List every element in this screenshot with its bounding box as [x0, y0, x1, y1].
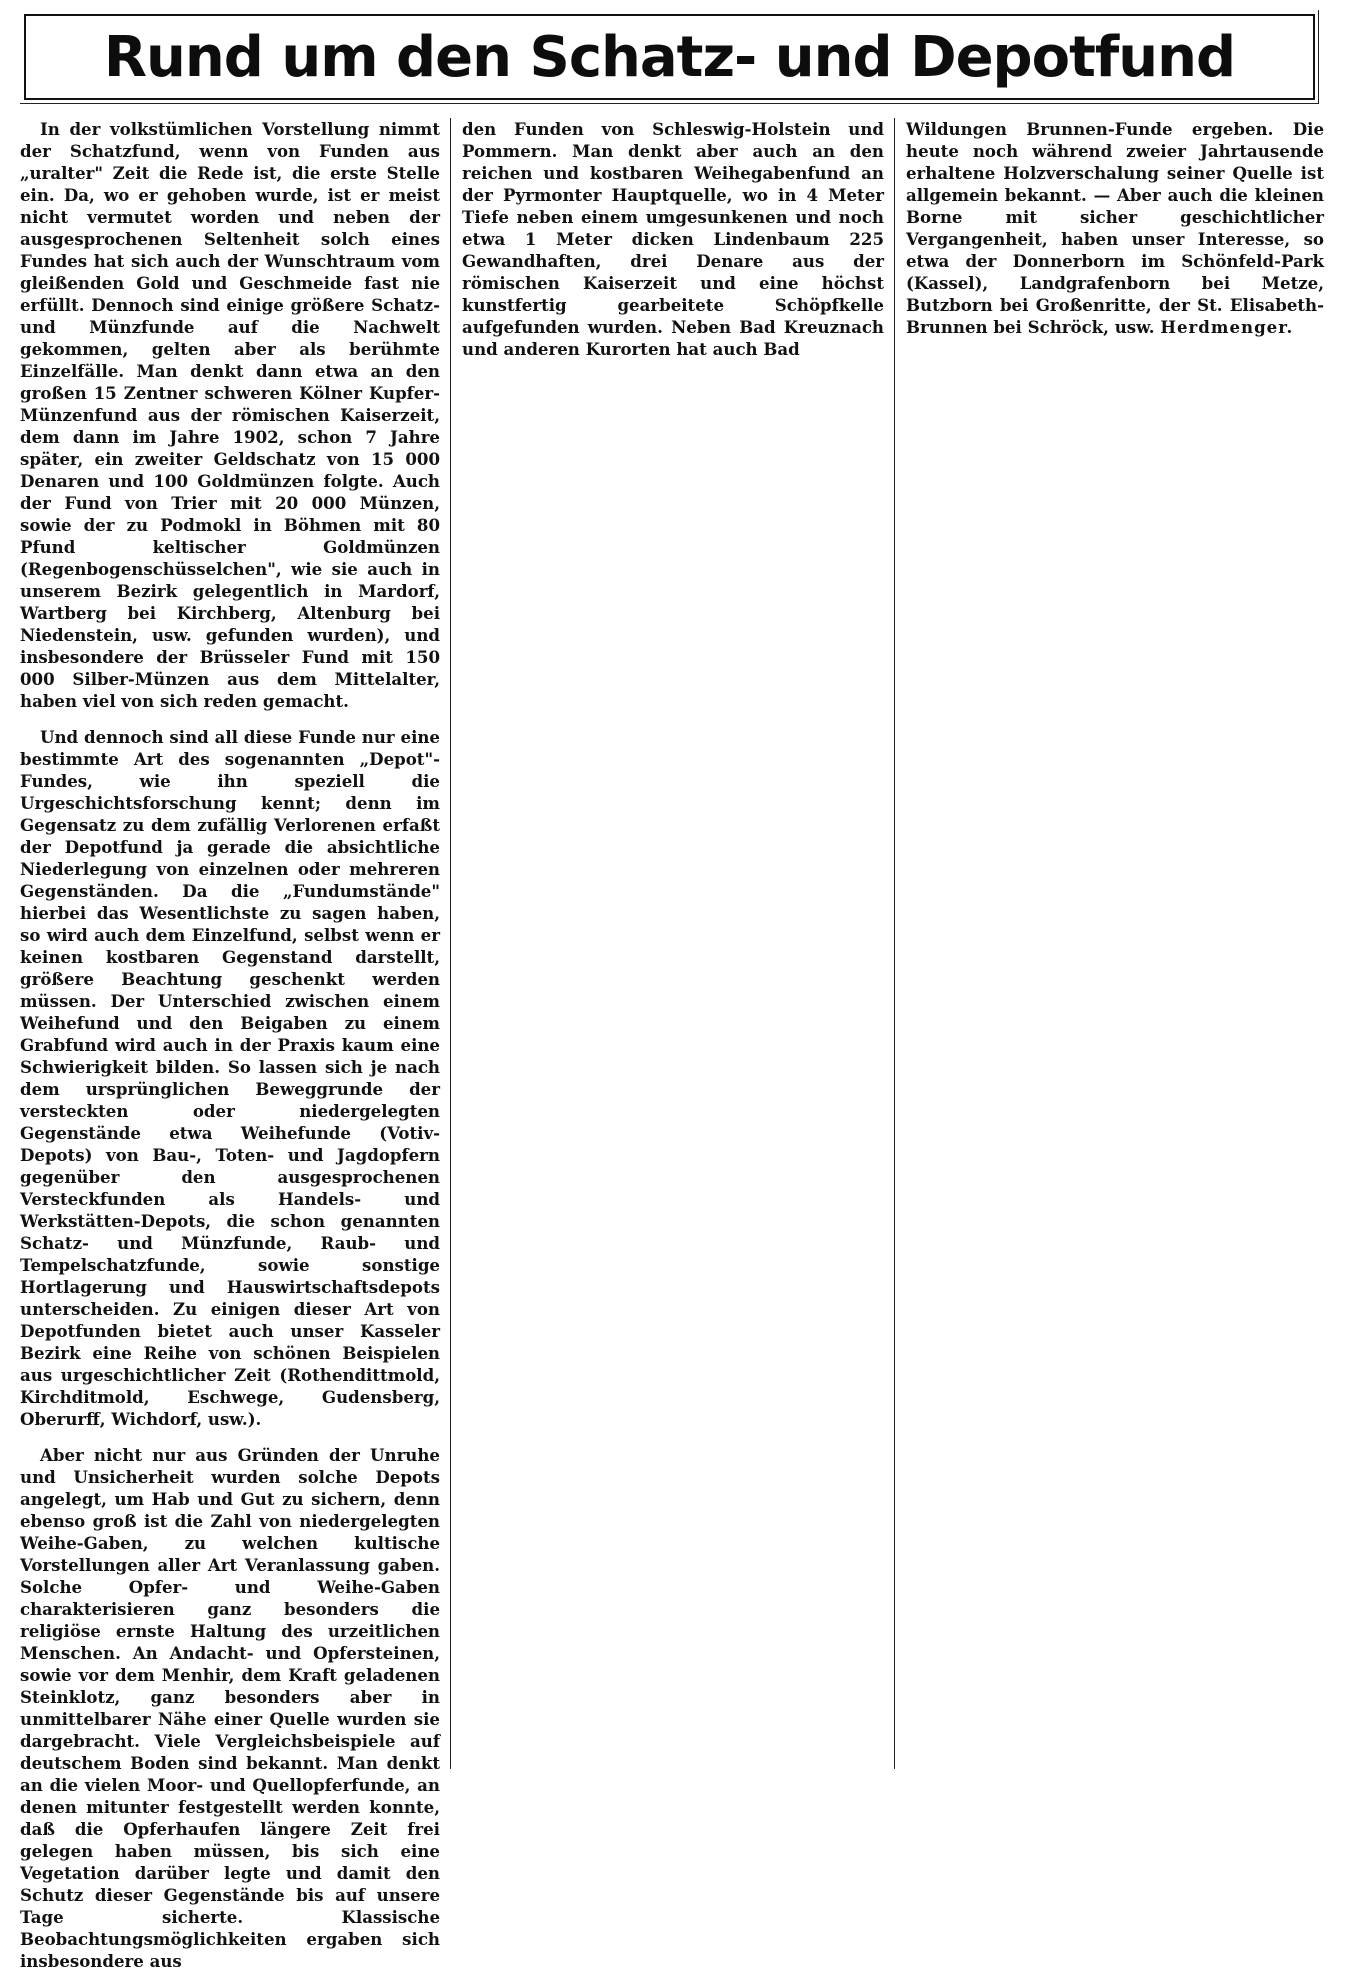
paragraph: In der volkstümlichen Vorstellung nimmt der Schatzfund, wenn von Funden aus „uralter" Zeit die Rede ist, die erste Stelle ein. Da, wo er gehoben wurde, ist er meist nicht vermutet worden und neben der ausgesprochenen Seltenheit solch eines Fundes hat sich auch der Wunschtraum vom gleißenden Gold und Geschmeide fast nie erfüllt. Dennoch sind einige größere Schatz- und Münzfunde auf die Nachwelt gekommen, gelten aber als berühmte Einzelfälle. Man denkt dann etwa an den großen 15 Zentner schweren Kölner Kupfer-Münzenfund aus der römischen Kaiserzeit, dem dann im Jahre 1902, schon 7 Jahre später, ein zweiter Geldschatz von 15 000 Denaren und 100 Goldmünzen folgte. Auch der Fund von Trier mit 20 000 Münzen, sowie der zu Podmokl in Böhmen mit 80 Pfund keltischer Goldmünzen (Regenbogenschüsselchen", wie sie auch in unserem Bezirk gelegentlich in Mardorf, Wartberg bei Kirchberg, Altenburg bei Niedenstein, usw. gefunden wurden), und insbesondere der Brüsseler Fund mit 150 000 Silber-Münzen aus dem Mittelalter, haben viel von sich reden gemacht. — [20, 119, 440, 711]
column-divider — [450, 118, 451, 1769]
headline: Rund um den Schatz- und Depotfund — [103, 24, 1236, 90]
paragraph: Und dennoch sind all diese Funde nur eine bestimmte Art des sogenannten „Depot"-Fundes, wie ihn speziell die Urgeschichtsforschung kennt; denn im Gegensatz zu dem zufällig Verlorenen erfaßt der Depotfund ja gerade die absichtliche Niederlegung von einzelnen oder mehreren Gegenständen. Da die „Fundumstände" hierbei das Wesentlichste zu sagen haben, so wird auch dem Einzelfund, selbst wenn er keinen kostbaren Gegenstand darstellt, größere Beachtung geschenkt werden müssen. Der Unterschied zwischen einem Weihefund und den Beigaben zu einem Grabfund wird auch in der Praxis kaum eine Schwierigkeit bilden. So lassen sich je nach dem ursprünglichen Beweggrunde der versteckten oder niedergelegten Gegenstände etwa Weihefunde (Votiv-Depots) von Bau-, Toten- und Jagdopfern gegenüber den ausgesprochenen Versteckfunden als Handels- und Werkstätten-Depots, die schon genannten Schatz- und Münzfunde, Raub- und Tempelschatzfunde, sowie sonstige Hortlagerung und Hauswirtschaftsdepots unterscheiden. Zu einigen dieser Art von Depotfunden bietet auch unser Kasseler Bezirk eine Reihe von schönen Beispielen aus urgeschichtlicher Zeit (Rothendittmold, Kirchditmold, Eschwege, Gudensberg, Oberurff, Wichdorf, usw.). — [20, 727, 440, 1429]
column-divider — [894, 118, 895, 1769]
headline-frame — [24, 14, 1315, 100]
paragraph: den Funden von Schleswig-Holstein und Pommern. Man denkt aber auch an den reichen und kostbaren Weihegabenfund an der Pyrmonter Hauptquelle, wo in 4 Meter Tiefe neben einem umgesunkenen und noch etwa 1 Meter dicken Lindenbaum 225 Gewandhaften, drei Denare aus der römischen Kaiserzeit und eine höchst kunstfertig gearbeitete Schöpfkelle aufgefunden wurden. Neben Bad Kreuznach und anderen Kurorten hat auch Bad — [462, 119, 884, 359]
paragraph — [906, 118, 1324, 338]
column-3 — [900, 118, 1324, 1769]
paragraph-text: Wildungen Brunnen-Funde ergeben. Die heute noch während zweier Jahrtausende erhaltene Holzverschalung seiner Quelle ist allgemein bekannt. — Aber auch die kleinen Borne mit sicher geschichtlicher Vergangenheit, haben unser Interesse, so etwa der Donnerborn im Schönfeld-Park (Kassel), Landgrafenborn bei Metze, Butzborn bei Großenritte, der St. Elisabeth-Brunnen bei Schröck, usw. — [906, 119, 1324, 337]
paragraph: Aber nicht nur aus Gründen der Unruhe und Unsicherheit wurden solche Depots angelegt, um Hab und Gut zu sichern, denn ebenso groß ist die Zahl von niedergelegten Weihe-Gaben, zu welchen kultische Vorstellungen aller Art Veranlassung gaben. Solche Opfer- und Weihe-Gaben charakterisieren ganz besonders die religiöse ernste Haltung des urzeitlichen Menschen. An Andacht- und Opfersteinen, sowie vor dem Menhir, dem Kraft geladenen Steinklotz, ganz besonders aber in unmittelbarer Nähe einer Quelle wurden sie dargebracht. Viele Vergleichsbeispiele auf deutschem Boden sind bekannt. Man denkt an die vielen Moor- und Quellopferfunde, an denen mitunter festgestellt werden konnte, daß die Opferhaufen längere Zeit frei gelegen haben müssen, bis sich eine Vegetation darüber legte und damit den Schutz dieser Gegenstände bis auf unsere Tage sicherte. Klassische Beobachtungsmöglichkeiten ergaben sich insbesondere aus — [20, 1445, 440, 1971]
article-columns — [20, 118, 1324, 1971]
column-2 — [456, 118, 890, 1769]
column-1 — [20, 118, 446, 1971]
author-signature: Herdmenger. — [1160, 317, 1294, 337]
